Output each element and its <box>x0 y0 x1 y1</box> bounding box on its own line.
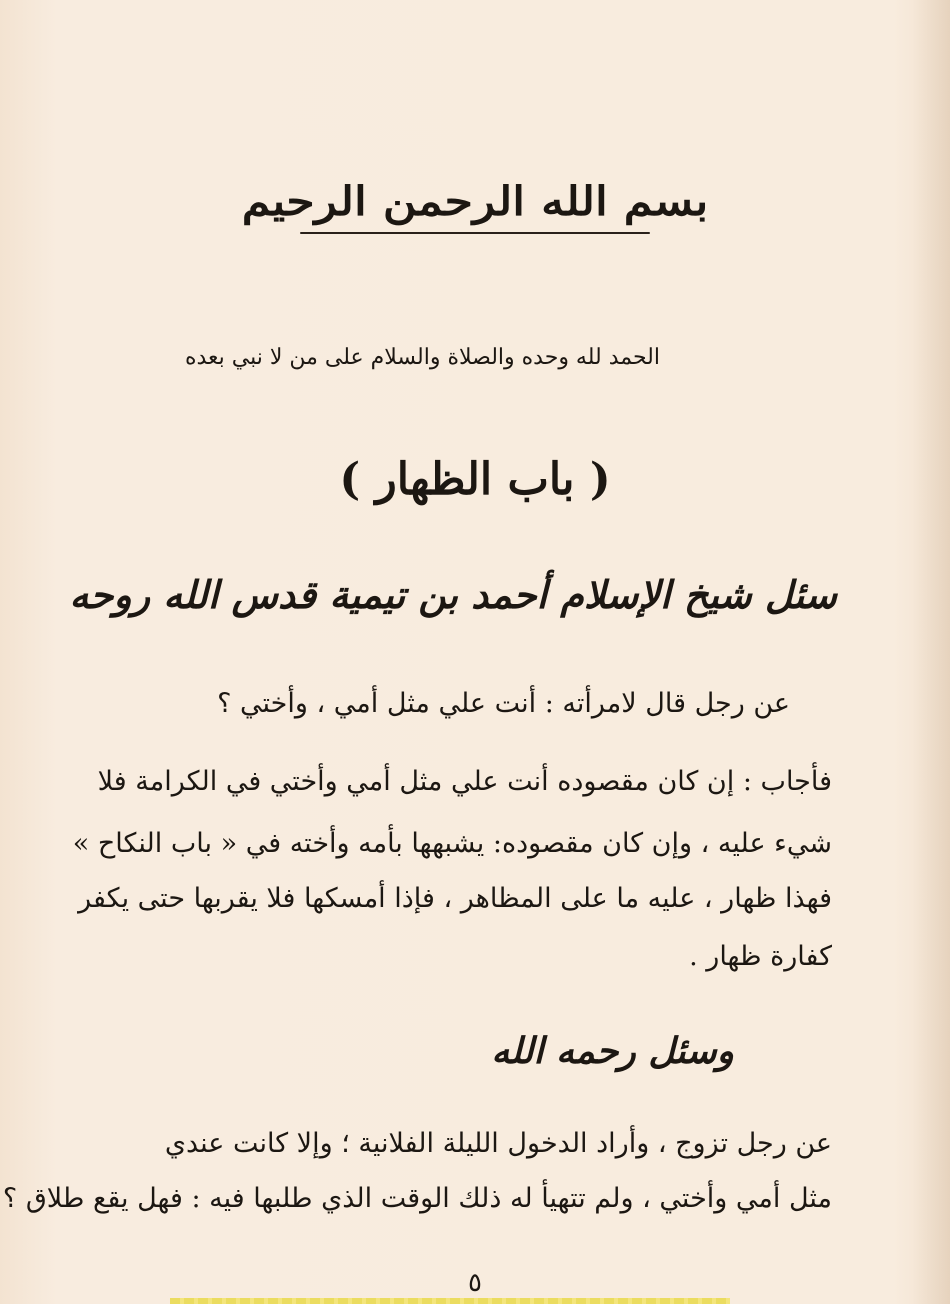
answer-line-2: شيء عليه ، وإن كان مقصوده: يشبهها بأمه وأخته في « باب النكاح » <box>72 828 832 859</box>
question-heading: سئل شيخ الإسلام أحمد بن تيمية قدس الله روحه <box>69 572 837 617</box>
bottom-edge-strip <box>170 1298 730 1304</box>
question-1-text: عن رجل قال لامرأته : أنت علي مثل أمي ، وأختي ؟ <box>217 688 790 719</box>
basmala-calligraphy: بسم الله الرحمن الرحيم <box>241 178 709 225</box>
question-2-line-1: عن رجل تزوج ، وأراد الدخول الليلة الفلانية ؛ وإلا كانت عندي <box>164 1128 832 1159</box>
answer-line-4: كفارة ظهار . <box>689 941 832 972</box>
chapter-title: ( باب الظهار ) <box>339 454 611 505</box>
question-2-line-2: مثل أمي وأختي ، ولم تتهيأ له ذلك الوقت الذي طلبها فيه : فهل يقع طلاق ؟ <box>2 1183 832 1214</box>
answer-line-1: فأجاب : إن كان مقصوده أنت علي مثل أمي وأختي في الكرامة فلا <box>97 766 832 797</box>
basmala-underline <box>300 232 650 234</box>
opening-praise: الحمد لله وحده والصلاة والسلام على من لا نبي بعده <box>184 345 660 370</box>
answer-line-3: فهذا ظهار ، عليه ما على المظاهر ، فإذا أمسكها فلا يقربها حتى يكفر <box>78 883 832 914</box>
page-number: ٥ <box>468 1268 482 1298</box>
second-question-heading: وسئل رحمه الله <box>491 1030 734 1072</box>
